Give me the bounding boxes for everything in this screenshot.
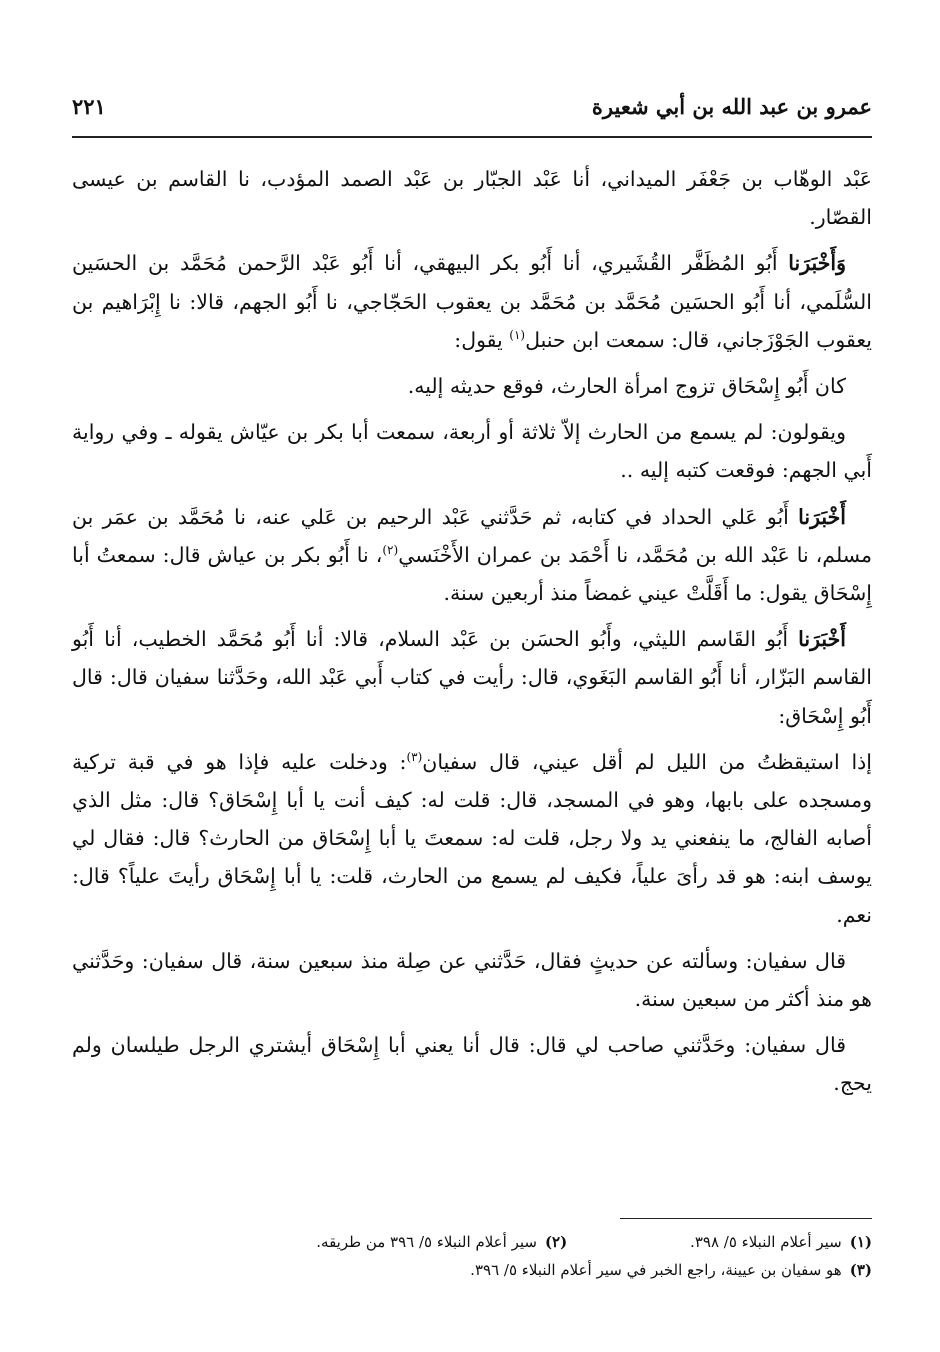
paragraph bbox=[72, 413, 872, 489]
footnote-rule bbox=[620, 1218, 872, 1219]
paragraph-lead: أَخْبَرَنا bbox=[798, 627, 846, 652]
paragraph bbox=[72, 1026, 872, 1102]
paragraph-tail: ، نا أَبُو بكر بن عياش قال: سمعتُ أبا إِسْحَاق يقول: ما أَقَلَّتْ عيني غمضاً منذ أربعين سنة. bbox=[72, 542, 872, 606]
main-text bbox=[72, 160, 872, 1111]
footnote-ref: (٢) bbox=[382, 543, 399, 557]
paragraph-lead: أَخْبَرَنا bbox=[798, 504, 846, 529]
footnote-text: سير أعلام النبلاء ٥/ ٣٩٦ من طريقه. bbox=[316, 1233, 537, 1251]
paragraph-text: عَبْد الوهّاب بن جَعْفَر الميداني، أنا عَبْد الجبّار بن عَبْد الصمد المؤدب، نا القاسم بن عيسى القصّار. bbox=[72, 167, 872, 230]
paragraph-tail: يقول: bbox=[454, 327, 510, 352]
footnote-ref: (٣) bbox=[406, 750, 423, 765]
footnote-number: (٢) bbox=[544, 1233, 568, 1251]
footnote-ref: (١) bbox=[509, 327, 526, 342]
paragraph-text: أَبُو عَلي الحداد في كتابه، ثم حَدَّثني عَبْد الرحيم بن عَلي عنه، نا مُحَمَّد بن عمَر بن مسلم، نا عَبْد الله بن مُحَمَّد، نا أَحْمَد بن عمران الأَخْنَسي bbox=[72, 504, 872, 567]
paragraph-lead: وَأَخْبَرَنا bbox=[788, 251, 846, 276]
page-header bbox=[72, 92, 872, 132]
paragraph bbox=[72, 244, 872, 359]
paragraph-text: أَبُو القَاسم الليثي، وأَبُو الحسَن بن عَبْد السلام، قالا: أنا أَبُو مُحَمَّد الخطيب، أنا أَبُو القاسم البَزّار، أنا أَبُو القاسم البَغَوي، قال: رأيت في كتاب أَبي عَبْد الله، وحَدَّثنا سفيان قال: قال أَبُو إِسْحَاق: bbox=[72, 627, 872, 728]
paragraph-text: ويقولون: لم يسمع من الحارث إلاّ ثلاثة أو أربعة، سمعت أبا بكر بن عيّاش يقوله ـ وفي رواية أَبي الجهم: فوقعت كتبه إليه .. bbox=[72, 420, 872, 483]
paragraph-text: قال سفيان: وحَدَّثني صاحب لي قال: قال أنا يعني أبا إِسْحَاق أيشتري الرجل طيلسان ولم يحج. bbox=[72, 1033, 872, 1096]
footnote-item bbox=[572, 1228, 872, 1256]
paragraph-text: إذا استيقظتُ من الليل لم أقل عيني، قال سفيان bbox=[422, 749, 872, 774]
paragraph bbox=[72, 942, 872, 1018]
footnote-row bbox=[72, 1256, 872, 1284]
footnote-text: هو سفيان بن عيينة، راجع الخبر في سير أعلام النبلاء ٥/ ٣٩٦. bbox=[470, 1261, 842, 1279]
paragraph bbox=[72, 498, 872, 613]
footnotes bbox=[72, 1228, 872, 1284]
footnote-item bbox=[316, 1228, 567, 1256]
footnote-number: (١) bbox=[849, 1233, 872, 1251]
running-title: عمرو بن عبد الله بن أبي شعيرة bbox=[591, 94, 872, 119]
footnote-item bbox=[470, 1256, 872, 1284]
paragraph bbox=[72, 160, 872, 236]
paragraph bbox=[72, 367, 872, 405]
footnote-text: سير أعلام النبلاء ٥/ ٣٩٨. bbox=[690, 1233, 842, 1251]
paragraph-text: كان أَبُو إِسْحَاق تزوج امرأة الحارث، فوقع حديثه إليه. bbox=[407, 374, 846, 399]
header-rule bbox=[72, 136, 872, 138]
footnote-number: (٣) bbox=[849, 1261, 872, 1279]
paragraph-tail: : ودخلت عليه فإذا هو في قبة تركية ومسجده على بابها، وهو في المسجد، قال: قلت له: كيف أنت يا أبا إِسْحَاق؟ قال: مثل الذي أصابه الفالج، ما ينفعني يد ولا رجل، قلت له: سمعتَ يا أبا إِسْحَاق من الحارث؟ قال: فقال لي يوسف ابنه: هو قد رأىَ علياً، فكيف لم يسمع من الحارث، قلت: يا أبا إِسْحَاق رأيتَ علياً؟ قال: نعم. bbox=[72, 749, 872, 927]
footnote-row bbox=[72, 1228, 872, 1256]
page-number: ٢٢١ bbox=[72, 94, 106, 119]
paragraph bbox=[72, 743, 872, 934]
paragraph bbox=[72, 620, 872, 735]
paragraph-text: أَبُو المُظَفَّر القُشَيري، أنا أَبُو بكر البيهقي، أنا أَبُو عَبْد الرَّحمن مُحَمَّد بن الحسَين السُّلَمي، أنا أَبُو الحسَين مُحَمَّد بن مُحَمَّد بن يعقوب الحَجّاجي، نا أَبُو الجهم، قالا: نا إِبْرَاهيم بن يعقوب الجَوْزَجاني، قال: سمعت ابن حنبل bbox=[72, 251, 872, 352]
paragraph-text: قال سفيان: وسألته عن حديثٍ فقال، حَدَّثني عن صِلة منذ سبعين سنة، قال سفيان: وحَدَّثني هو منذ أكثر من سبعين سنة. bbox=[72, 948, 872, 1012]
